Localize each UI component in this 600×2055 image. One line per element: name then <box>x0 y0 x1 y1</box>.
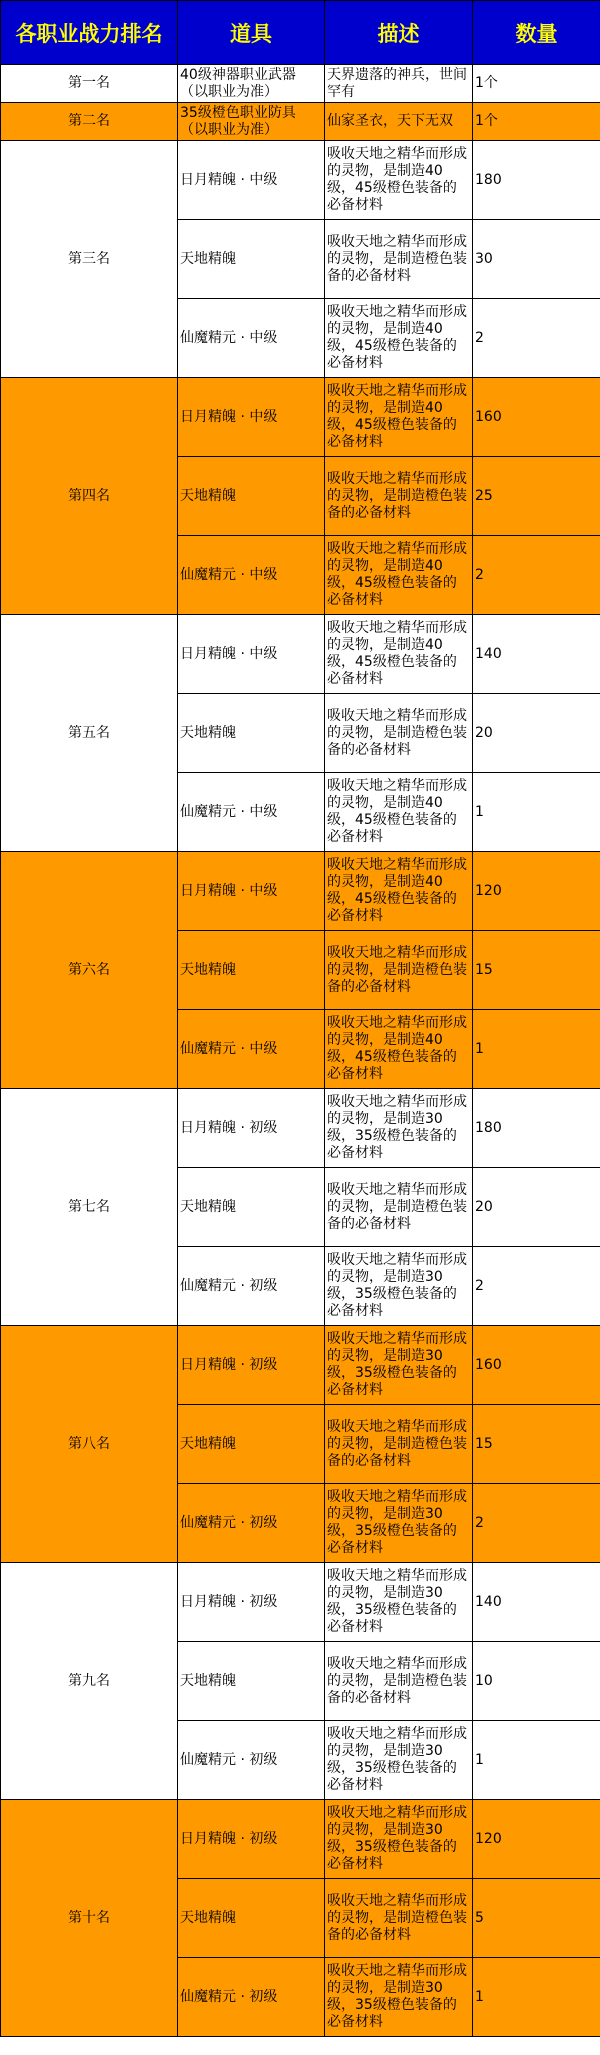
description-cell: 仙家圣衣，天下无双 <box>325 103 473 141</box>
item-cell: 仙魔精元 · 初级 <box>178 1721 325 1800</box>
quantity-cell: 160 <box>473 1326 600 1405</box>
item-cell: 日月精魄 · 初级 <box>178 1326 325 1405</box>
item-cell: 仙魔精元 · 中级 <box>178 299 325 378</box>
item-cell: 日月精魄 · 初级 <box>178 1800 325 1879</box>
item-cell: 仙魔精元 · 中级 <box>178 1010 325 1089</box>
item-cell: 日月精魄 · 中级 <box>178 378 325 457</box>
rank-cell: 第九名 <box>1 1563 178 1800</box>
quantity-cell: 1个 <box>473 65 600 103</box>
table-row <box>1 1800 600 1879</box>
quantity-cell: 20 <box>473 1168 600 1247</box>
quantity-cell: 140 <box>473 1563 600 1642</box>
description-cell: 吸收天地之精华而形成的灵物，是制造橙色装备的必备材料 <box>325 1879 473 1958</box>
description-cell: 吸收天地之精华而形成的灵物，是制造30级，35级橙色装备的必备材料 <box>325 1247 473 1326</box>
description-cell: 吸收天地之精华而形成的灵物，是制造橙色装备的必备材料 <box>325 1168 473 1247</box>
item-cell: 天地精魄 <box>178 1642 325 1721</box>
quantity-cell: 1 <box>473 1958 600 2037</box>
item-cell: 天地精魄 <box>178 1405 325 1484</box>
rank-cell: 第一名 <box>1 65 178 103</box>
rank-cell: 第四名 <box>1 378 178 615</box>
item-cell: 日月精魄 · 初级 <box>178 1563 325 1642</box>
quantity-cell: 20 <box>473 694 600 773</box>
description-cell: 吸收天地之精华而形成的灵物，是制造40级，45级橙色装备的必备材料 <box>325 1010 473 1089</box>
header-rank: 各职业战力排名 <box>1 1 178 65</box>
table-row <box>1 1563 600 1642</box>
header-description: 描述 <box>325 1 473 65</box>
quantity-cell: 1 <box>473 1010 600 1089</box>
item-cell: 日月精魄 · 中级 <box>178 141 325 220</box>
rank-cell: 第七名 <box>1 1089 178 1326</box>
item-cell: 仙魔精元 · 中级 <box>178 536 325 615</box>
table-row <box>1 615 600 694</box>
header-item: 道具 <box>178 1 325 65</box>
quantity-cell: 180 <box>473 141 600 220</box>
quantity-cell: 10 <box>473 1642 600 1721</box>
rank-cell: 第二名 <box>1 103 178 141</box>
description-cell: 吸收天地之精华而形成的灵物，是制造40级，45级橙色装备的必备材料 <box>325 378 473 457</box>
quantity-cell: 25 <box>473 457 600 536</box>
description-cell: 吸收天地之精华而形成的灵物，是制造橙色装备的必备材料 <box>325 694 473 773</box>
description-cell: 吸收天地之精华而形成的灵物，是制造40级，45级橙色装备的必备材料 <box>325 299 473 378</box>
rank-cell: 第五名 <box>1 615 178 852</box>
description-cell: 吸收天地之精华而形成的灵物，是制造橙色装备的必备材料 <box>325 931 473 1010</box>
quantity-cell: 160 <box>473 378 600 457</box>
quantity-cell: 2 <box>473 1247 600 1326</box>
rank-cell: 第六名 <box>1 852 178 1089</box>
description-cell: 吸收天地之精华而形成的灵物，是制造30级，35级橙色装备的必备材料 <box>325 1484 473 1563</box>
description-cell: 吸收天地之精华而形成的灵物，是制造40级，45级橙色装备的必备材料 <box>325 615 473 694</box>
quantity-cell: 140 <box>473 615 600 694</box>
description-cell: 吸收天地之精华而形成的灵物，是制造30级，35级橙色装备的必备材料 <box>325 1800 473 1879</box>
item-cell: 天地精魄 <box>178 220 325 299</box>
description-cell: 吸收天地之精华而形成的灵物，是制造橙色装备的必备材料 <box>325 1405 473 1484</box>
quantity-cell: 5 <box>473 1879 600 1958</box>
description-cell: 吸收天地之精华而形成的灵物，是制造30级，35级橙色装备的必备材料 <box>325 1563 473 1642</box>
table-body <box>1 65 600 2037</box>
quantity-cell: 2 <box>473 1484 600 1563</box>
table-row <box>1 103 600 141</box>
table-row <box>1 378 600 457</box>
quantity-cell: 1 <box>473 1721 600 1800</box>
description-cell: 吸收天地之精华而形成的灵物，是制造橙色装备的必备材料 <box>325 1642 473 1721</box>
header-quantity: 数量 <box>473 1 600 65</box>
table-row <box>1 65 600 103</box>
table-row <box>1 141 600 220</box>
item-cell: 日月精魄 · 中级 <box>178 852 325 931</box>
item-cell: 天地精魄 <box>178 1879 325 1958</box>
table-row <box>1 852 600 931</box>
quantity-cell: 180 <box>473 1089 600 1168</box>
item-cell: 仙魔精元 · 初级 <box>178 1958 325 2037</box>
quantity-cell: 120 <box>473 1800 600 1879</box>
item-cell: 仙魔精元 · 初级 <box>178 1247 325 1326</box>
item-cell: 40级神器职业武器（以职业为准） <box>178 65 325 103</box>
rank-cell: 第八名 <box>1 1326 178 1563</box>
table-row <box>1 1089 600 1168</box>
description-cell: 吸收天地之精华而形成的灵物，是制造40级，45级橙色装备的必备材料 <box>325 141 473 220</box>
table-header <box>1 1 600 65</box>
quantity-cell: 2 <box>473 536 600 615</box>
description-cell: 吸收天地之精华而形成的灵物，是制造30级，35级橙色装备的必备材料 <box>325 1089 473 1168</box>
table-row <box>1 1326 600 1405</box>
quantity-cell: 2 <box>473 299 600 378</box>
quantity-cell: 15 <box>473 931 600 1010</box>
description-cell: 天界遗落的神兵，世间罕有 <box>325 65 473 103</box>
rank-cell: 第三名 <box>1 141 178 378</box>
item-cell: 日月精魄 · 初级 <box>178 1089 325 1168</box>
item-cell: 日月精魄 · 中级 <box>178 615 325 694</box>
quantity-cell: 1个 <box>473 103 600 141</box>
description-cell: 吸收天地之精华而形成的灵物，是制造40级，45级橙色装备的必备材料 <box>325 536 473 615</box>
item-cell: 仙魔精元 · 初级 <box>178 1484 325 1563</box>
quantity-cell: 1 <box>473 773 600 852</box>
rank-cell: 第十名 <box>1 1800 178 2037</box>
description-cell: 吸收天地之精华而形成的灵物，是制造橙色装备的必备材料 <box>325 457 473 536</box>
description-cell: 吸收天地之精华而形成的灵物，是制造30级，35级橙色装备的必备材料 <box>325 1958 473 2037</box>
description-cell: 吸收天地之精华而形成的灵物，是制造30级，35级橙色装备的必备材料 <box>325 1721 473 1800</box>
description-cell: 吸收天地之精华而形成的灵物，是制造40级，45级橙色装备的必备材料 <box>325 773 473 852</box>
quantity-cell: 30 <box>473 220 600 299</box>
quantity-cell: 120 <box>473 852 600 931</box>
description-cell: 吸收天地之精华而形成的灵物，是制造40级，45级橙色装备的必备材料 <box>325 852 473 931</box>
item-cell: 天地精魄 <box>178 457 325 536</box>
description-cell: 吸收天地之精华而形成的灵物，是制造30级，35级橙色装备的必备材料 <box>325 1326 473 1405</box>
item-cell: 35级橙色职业防具（以职业为准） <box>178 103 325 141</box>
item-cell: 天地精魄 <box>178 694 325 773</box>
item-cell: 天地精魄 <box>178 1168 325 1247</box>
item-cell: 天地精魄 <box>178 931 325 1010</box>
description-cell: 吸收天地之精华而形成的灵物，是制造橙色装备的必备材料 <box>325 220 473 299</box>
item-cell: 仙魔精元 · 中级 <box>178 773 325 852</box>
quantity-cell: 15 <box>473 1405 600 1484</box>
